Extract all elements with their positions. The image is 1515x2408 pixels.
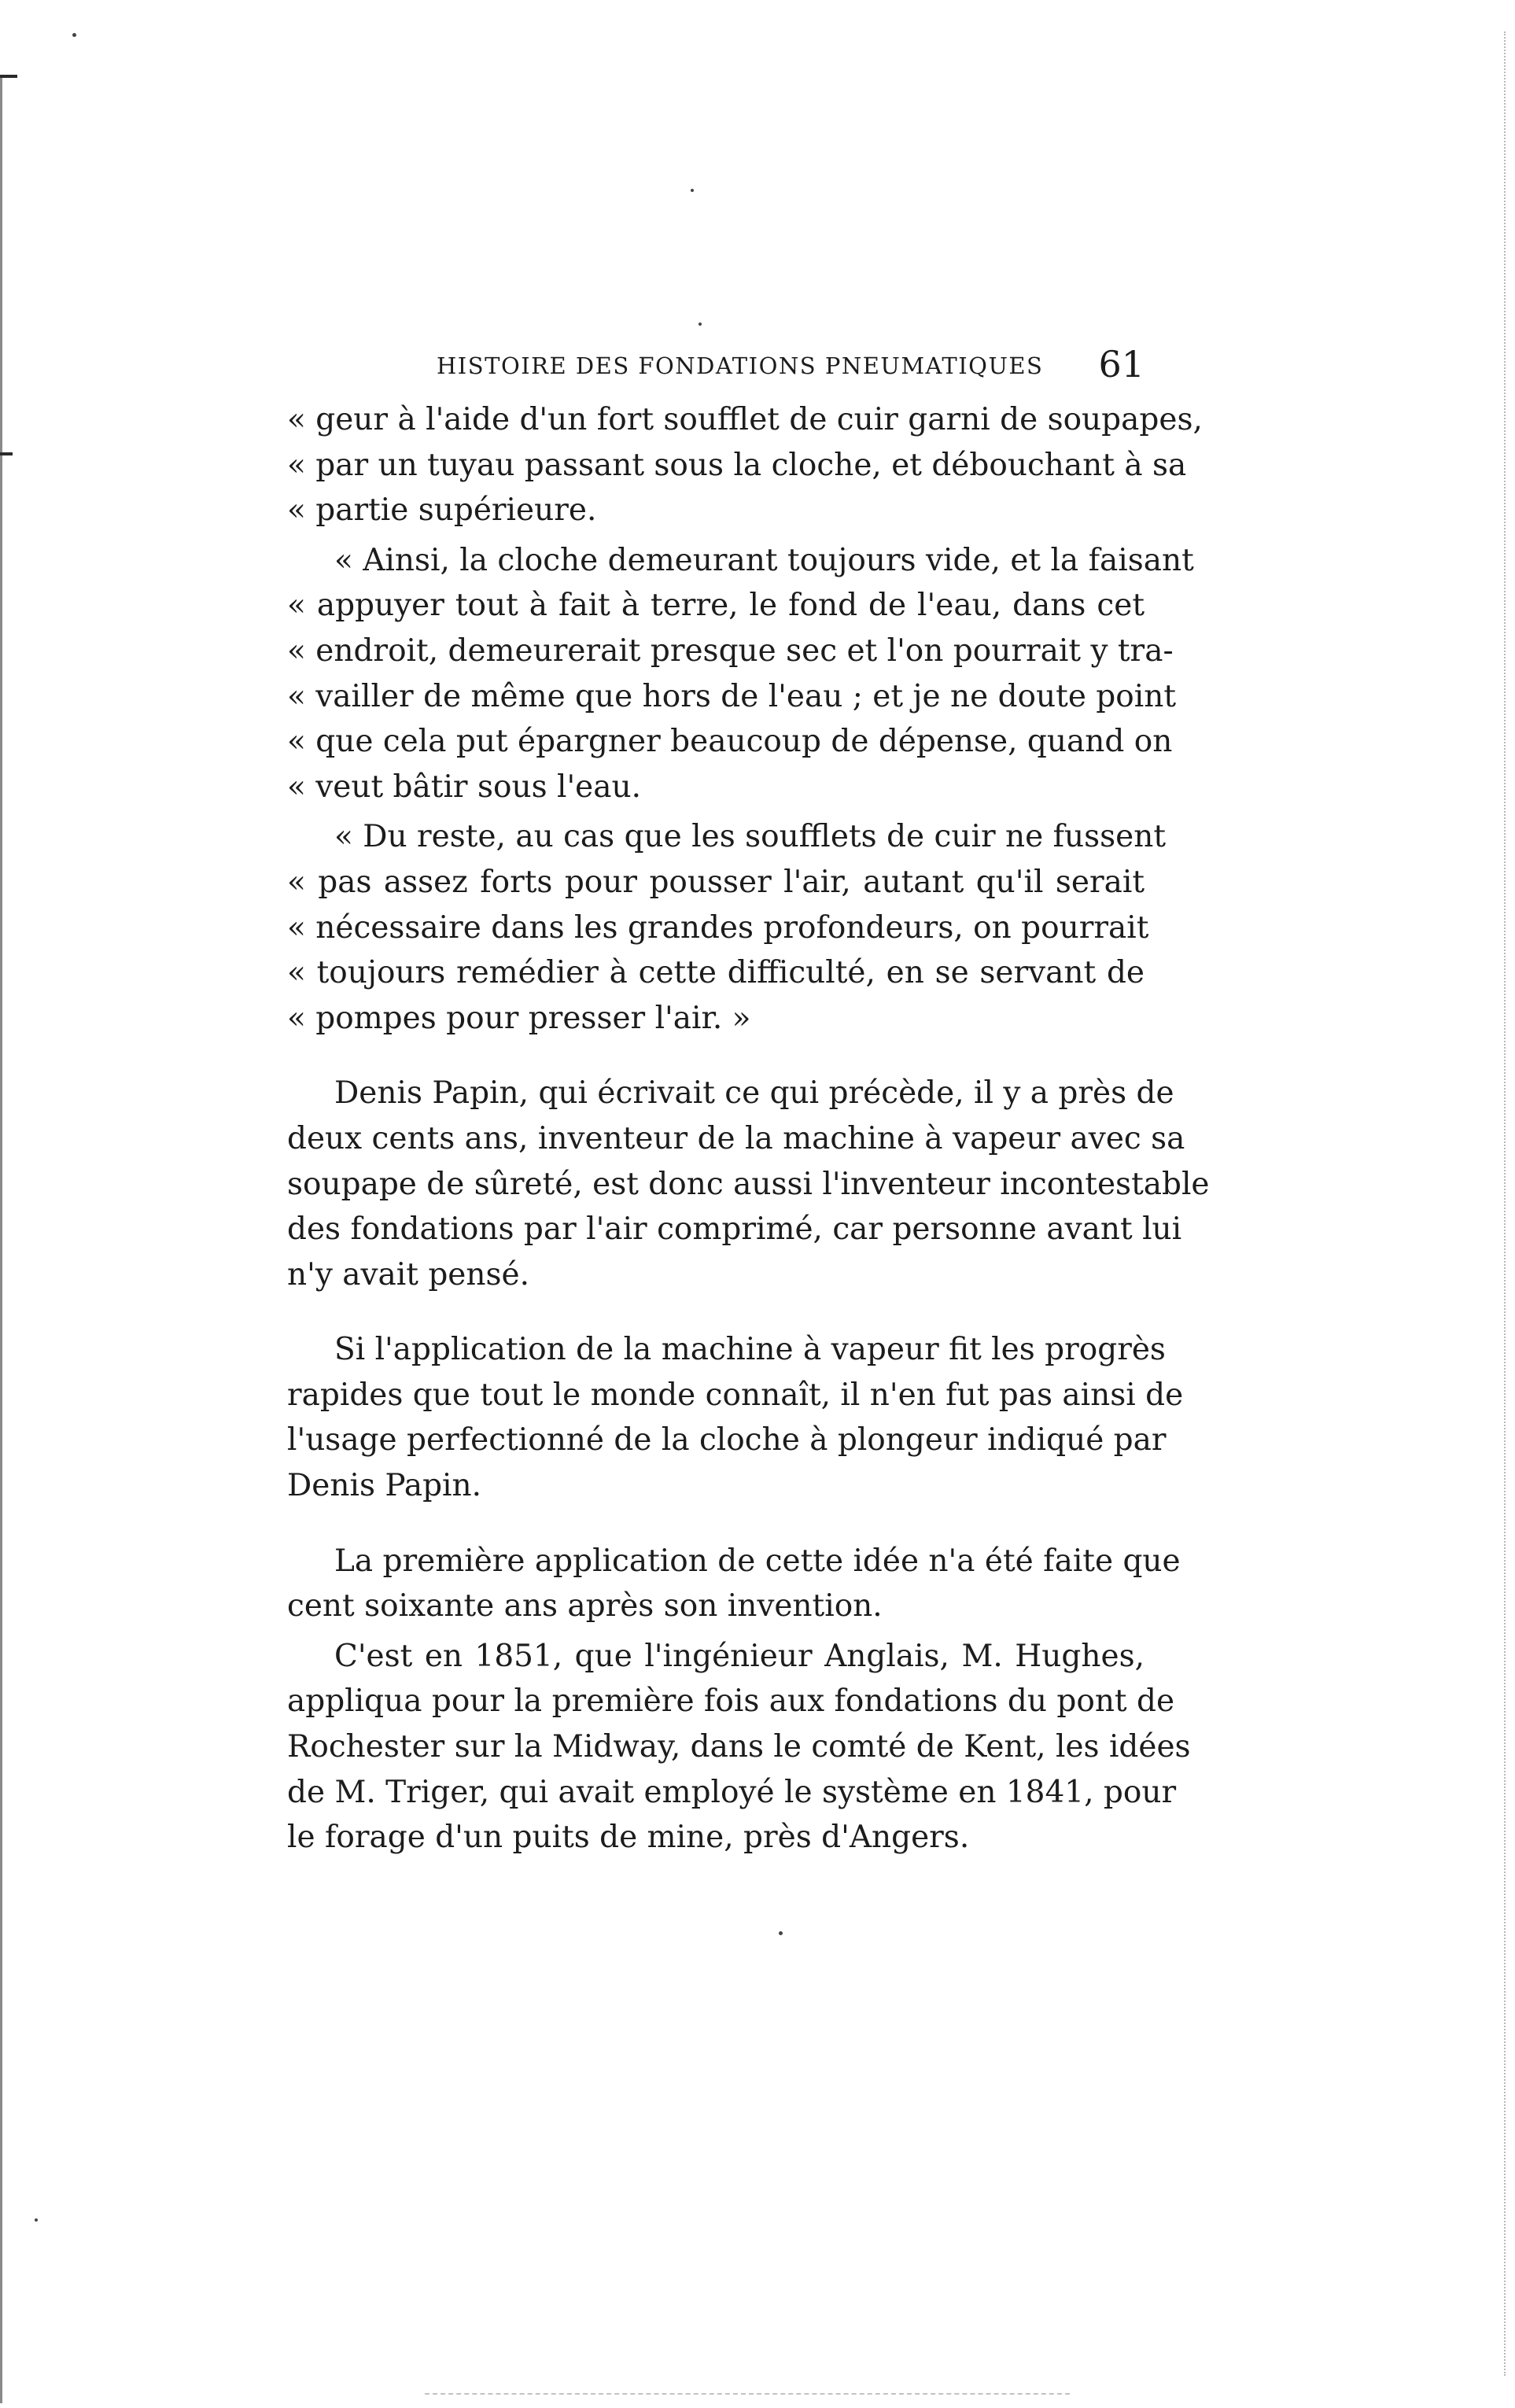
- scan-speck: [699, 323, 702, 326]
- text-line: « partie supérieure.: [287, 492, 597, 529]
- text-line: le forage d'un puits de mine, près d'Angers.: [287, 1820, 970, 1856]
- text-line: « Du reste, au cas que les soufflets de cuir ne fussent: [334, 819, 1167, 855]
- text-line: deux cents ans, inventeur de la machine à vapeur avec sa: [287, 1120, 1185, 1156]
- quote-paragraph: [287, 397, 1203, 533]
- text-line: « endroit, demeurerait presque sec et l'on pourrait y tra-: [287, 632, 1174, 669]
- page-text: [287, 397, 1210, 1860]
- scan-mark: [0, 452, 13, 455]
- scan-speck: [779, 1931, 783, 1935]
- text-line: Si l'application de la machine à vapeur fit les progrès: [334, 1332, 1166, 1368]
- text-line: « vailler de même que hors de l'eau ; et je ne doute point: [287, 678, 1177, 714]
- text-line: n'y avait pensé.: [287, 1256, 530, 1293]
- page-header: [437, 343, 1145, 390]
- scan-left-edge: [0, 75, 7, 2403]
- running-title: HISTOIRE DES FONDATIONS PNEUMATIQUES: [437, 352, 1044, 379]
- text-line: appliqua pour la première fois aux fondations du pont de: [287, 1683, 1175, 1720]
- scan-bottom-edge: [425, 2391, 1070, 2395]
- text-line: Denis Papin, qui écrivait ce qui précède, il y a près de: [334, 1075, 1174, 1112]
- text-line: « toujours remédier à cette difficulté, en se servant de: [287, 955, 1145, 991]
- scan-speck: [72, 33, 76, 37]
- text-line: « que cela put épargner beaucoup de dépense, quand on: [287, 724, 1173, 760]
- scan-speck: [691, 189, 694, 192]
- text-line: « pas assez forts pour pousser l'air, autant qu'il serait: [287, 864, 1145, 900]
- text-line: « par un tuyau passant sous la cloche, et débouchant à sa: [287, 447, 1187, 483]
- text-line: Denis Papin.: [287, 1468, 482, 1504]
- scan-mark: [0, 75, 17, 78]
- text-line: « nécessaire dans les grandes profondeurs, on pourrait: [287, 909, 1149, 946]
- body-paragraph: [287, 1327, 1184, 1508]
- text-line: de M. Triger, qui avait employé le système en 1841, pour: [287, 1774, 1177, 1810]
- body-paragraph: [287, 1634, 1191, 1860]
- text-line: cent soixante ans après son invention.: [287, 1588, 883, 1624]
- text-line: rapides que tout le monde connaît, il n'en fut pas ainsi de: [287, 1377, 1184, 1413]
- body-paragraph: [287, 1539, 1181, 1629]
- text-line: « Ainsi, la cloche demeurant toujours vide, et la faisant: [334, 542, 1194, 578]
- scan-right-edge: [1502, 31, 1506, 2376]
- text-line: La première application de cette idée n'a été faite que: [334, 1543, 1181, 1579]
- text-line: C'est en 1851, que l'ingénieur Anglais, M. Hughes,: [334, 1638, 1145, 1674]
- text-line: « appuyer tout à fait à terre, le fond de l'eau, dans cet: [287, 588, 1145, 624]
- page-number: 61: [1098, 343, 1145, 385]
- text-line: l'usage perfectionné de la cloche à plongeur indiqué par: [287, 1422, 1167, 1458]
- quote-paragraph: [287, 538, 1194, 810]
- text-line: des fondations par l'air comprimé, car personne avant lui: [287, 1211, 1182, 1248]
- text-line: soupape de sûreté, est donc aussi l'inventeur incontestable: [287, 1166, 1210, 1202]
- text-line: « veut bâtir sous l'eau.: [287, 769, 642, 805]
- body-paragraph: [287, 1071, 1210, 1297]
- text-line: « geur à l'aide d'un fort soufflet de cuir garni de soupapes,: [287, 402, 1203, 437]
- text-line: « pompes pour presser l'air. »: [287, 1000, 751, 1036]
- scan-speck: [35, 2218, 38, 2222]
- text-line: Rochester sur la Midway, dans le comté de Kent, les idées: [287, 1729, 1191, 1765]
- quote-paragraph: [287, 814, 1167, 1041]
